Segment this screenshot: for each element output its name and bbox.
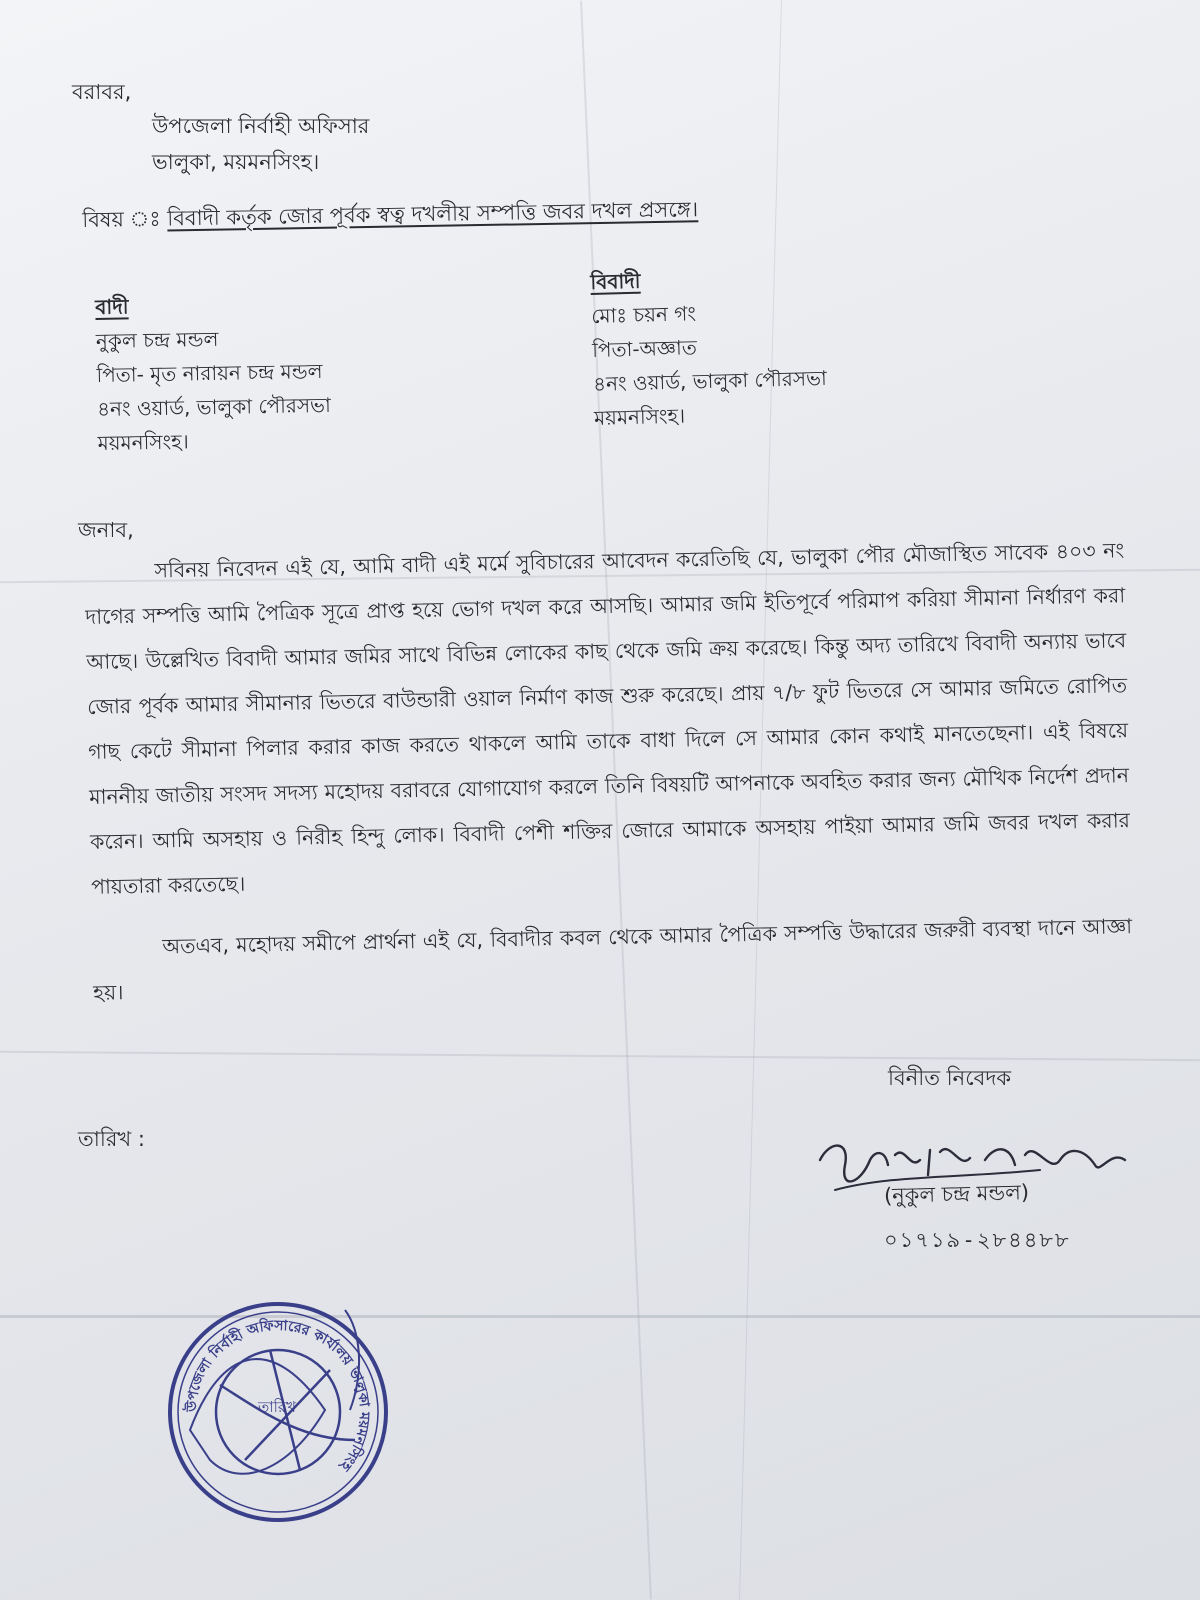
defendant-block xyxy=(590,259,828,435)
subject-text: বিবাদী কর্তৃক জোর পূর্বক স্বত্ব দখলীয় সম্পত্তি জবর দখল প্রসঙ্গে। xyxy=(166,197,699,231)
body-paragraph-1: সবিনয় নিবেদন এই যে, আমি বাদী এই মর্মে সুবিচারের আবেদন করেতিছি যে, ভালুকা পৌর মৌজাস্থিত সাবেক ৪০৩ নং দাগের সম্পত্তি আমি পৈত্রিক সূত্রে প্রাপ্ত হয়ে ভোগ দখল করে আসছি। আমার জমি ইতিপূর্বে পরিমাপ করিয়া সীমানা নির্ধারণ করা আছে। উল্লেখিত বিবাদী আমার জমির সাথে বিভিন্ন লোকের কাছ থেকে জমি ক্রয় করেছে। কিন্তু অদ্য তারিখে বিবাদী অন্যায় ভাবে জোর পূর্বক আমার সীমানার ভিতরে বাউন্ডারী ওয়াল নির্মাণ কাজ শুরু করেছে। প্রায় ৭/৮ ফুট ভিতরে সে আমার জমিতে রোপিত গাছ কেটে সীমানা পিলার করার কাজ করতে থাকলে আমি তাকে বাধা দিলে সে আমার কোন কথাই মানতেছেনা। এই বিষয়ে মাননীয় জাতীয় সংসদ সদস্য মহোদয় বরাবরে যোগাযোগ করলে তিনি বিষয়টি আপনাকে অবহিত করার জন্য মৌখিক নির্দেশ প্রদান করেন। আমি অসহায় ও নিরীহ হিন্দু লোক। বিবাদী পেশী শক্তির জোরে আমাকে অসহায় পাইয়া আমার জমি জবর দখল করার পায়তারা করতেছে। xyxy=(85,538,1131,899)
recipient-to: বরাবর, xyxy=(72,80,132,104)
subject-label: বিষয় ঃ xyxy=(82,206,168,232)
recipient-designation: উপজেলা নির্বাহী অফিসার xyxy=(152,114,370,138)
plaintiff-district: ময়মনসিংহ। xyxy=(97,429,190,455)
stamp-ring-text: উপজেলা নির্বাহী অফিসারের কার্যালয় ভালুকা ময়মনসিংহ xyxy=(183,1317,373,1474)
signer-name: (নুকুল চন্দ্র মন্ডল) xyxy=(883,1180,1030,1208)
stamp-center-text: তারিখ xyxy=(258,1398,296,1416)
plaintiff-block xyxy=(95,286,332,460)
paper-crease xyxy=(0,1051,1200,1061)
closing-text: বিনীত নিবেদক xyxy=(888,1066,1012,1090)
plaintiff-ward: ৪নং ওয়ার্ড, ভালুকা পৌরসভা xyxy=(96,392,331,421)
defendant-ward: ৪নং ওয়ার্ড, ভালুকা পৌরসভা xyxy=(592,365,828,396)
defendant-father: পিতা-অজ্ঞাত xyxy=(591,335,698,362)
body-paragraph-2: অতএব, মহোদয় সমীপে প্রার্থনা এই যে, বিবাদীর কবল থেকে আমার পৈত্রিক সম্পত্তি উদ্ধারের জরুরী ব্যবস্থা দানে আজ্ঞা হয়। xyxy=(93,914,1133,1005)
defendant-district: ময়মনসিংহ। xyxy=(593,403,686,430)
plaintiff-heading: বাদী xyxy=(95,294,129,319)
date-label: তারিখ : xyxy=(78,1127,145,1151)
salutation: জনাব, xyxy=(78,518,134,542)
signer-phone: ০১৭১৯-২৮৪৪৮৮ xyxy=(884,1228,1071,1252)
defendant-name: মোঃ চয়ন গং xyxy=(591,301,697,328)
plaintiff-name: নুকুল চন্দ্র মন্ডল xyxy=(95,326,219,353)
subject-line xyxy=(82,197,698,233)
recipient-location: ভালুকা, ময়মনসিংহ। xyxy=(152,150,320,174)
plaintiff-father: পিতা- মৃত নারায়ন চন্দ্র মন্ডল xyxy=(96,359,323,387)
svg-text:উপজেলা নির্বাহী অফিসারের কার্য xyxy=(182,1316,372,1475)
official-seal-stamp xyxy=(150,1290,400,1535)
defendant-heading: বিবাদী xyxy=(590,268,641,294)
letter-body xyxy=(84,528,1134,1016)
